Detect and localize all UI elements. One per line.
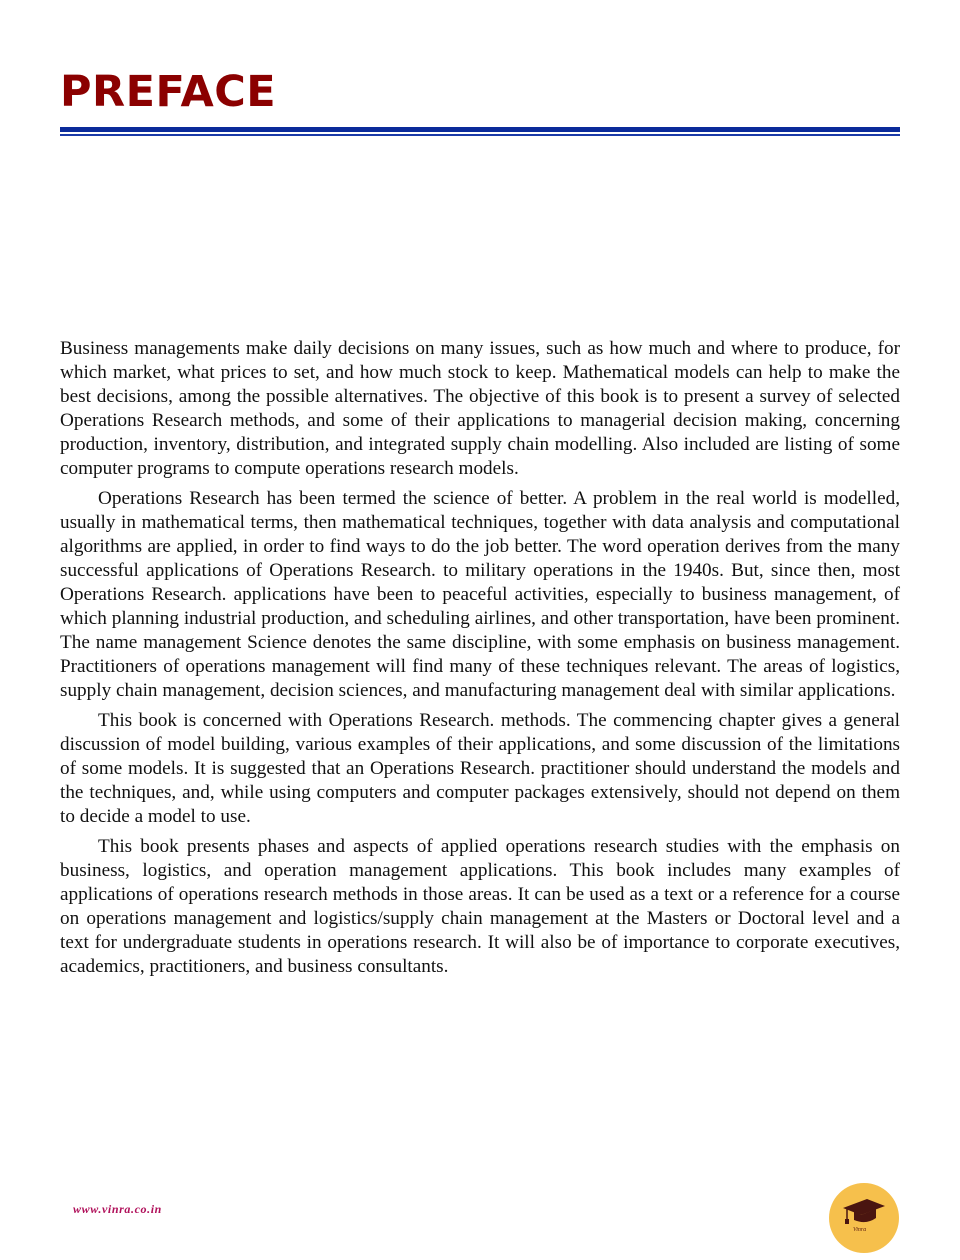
paragraph-3: This book is concerned with Operations Research. methods. The commencing chapter gives a general discussion of model building, various examples of their applications, and some discussion of the limitations of some models. It is suggested that an Operations Research. practitioner should understand the models and the techniques, and, while using computers and computer packages extensively, should not depend on them to decide a model to use. bbox=[60, 710, 900, 827]
rule-thick-line bbox=[60, 127, 900, 132]
footer-website-link[interactable]: www.vinra.co.in bbox=[73, 1202, 162, 1216]
title-underline-rule bbox=[60, 127, 900, 137]
paragraph-4: This book presents phases and aspects of applied operations research studies with the emphasis on business, logistics, and operation management applications. This book includes many examples of applications of operations research methods in those areas. It can be used as a text or a reference for a course on operations management and logistics/supply chain management at the Masters or Doctoral level and a text for undergraduate students in operations research. It will also be of importance to corporate executives, academics, practitioners, and business consultants. bbox=[60, 836, 900, 977]
publisher-logo bbox=[829, 1183, 899, 1253]
paragraph-1: Business managements make daily decisions on many issues, such as how much and where to produce, for which market, what prices to set, and how much stock to keep. Mathematical models can help to make the best decisions, among the possible alternatives. The objective of this book is to present a survey of selected Operations Research methods, and some of their applications to managerial decision making, concerning production, inventory, distribution, and integrated supply chain modelling. Also included are listing of some computer programs to compute operations research models. bbox=[60, 338, 900, 479]
page-title: PREFACE bbox=[60, 67, 277, 117]
paragraph-2: Operations Research has been termed the science of better. A problem in the real world is modelled, usually in mathematical terms, then mathematical techniques, together with data analysis and computational algorithms are applied, in order to find ways to do the job better. The word operation derives from the many successful applications of Operations Research. to military operations in the 1940s. But, since then, most Operations Research. applications have been to peaceful activities, especially to business management, of which planning industrial production, and scheduling airlines, and other transportation, have been prominent. The name management Science denotes the same discipline, with some emphasis on business management. Practitioners of operations management will find many of these techniques relevant. The areas of logistics, supply chain management, decision sciences, and manufacturing management deal with similar applications. bbox=[60, 488, 900, 701]
rule-thin-line bbox=[60, 134, 900, 136]
logo-text: Vinra bbox=[853, 1227, 867, 1233]
preface-body bbox=[60, 337, 900, 985]
graduation-cap-icon bbox=[841, 1196, 887, 1228]
